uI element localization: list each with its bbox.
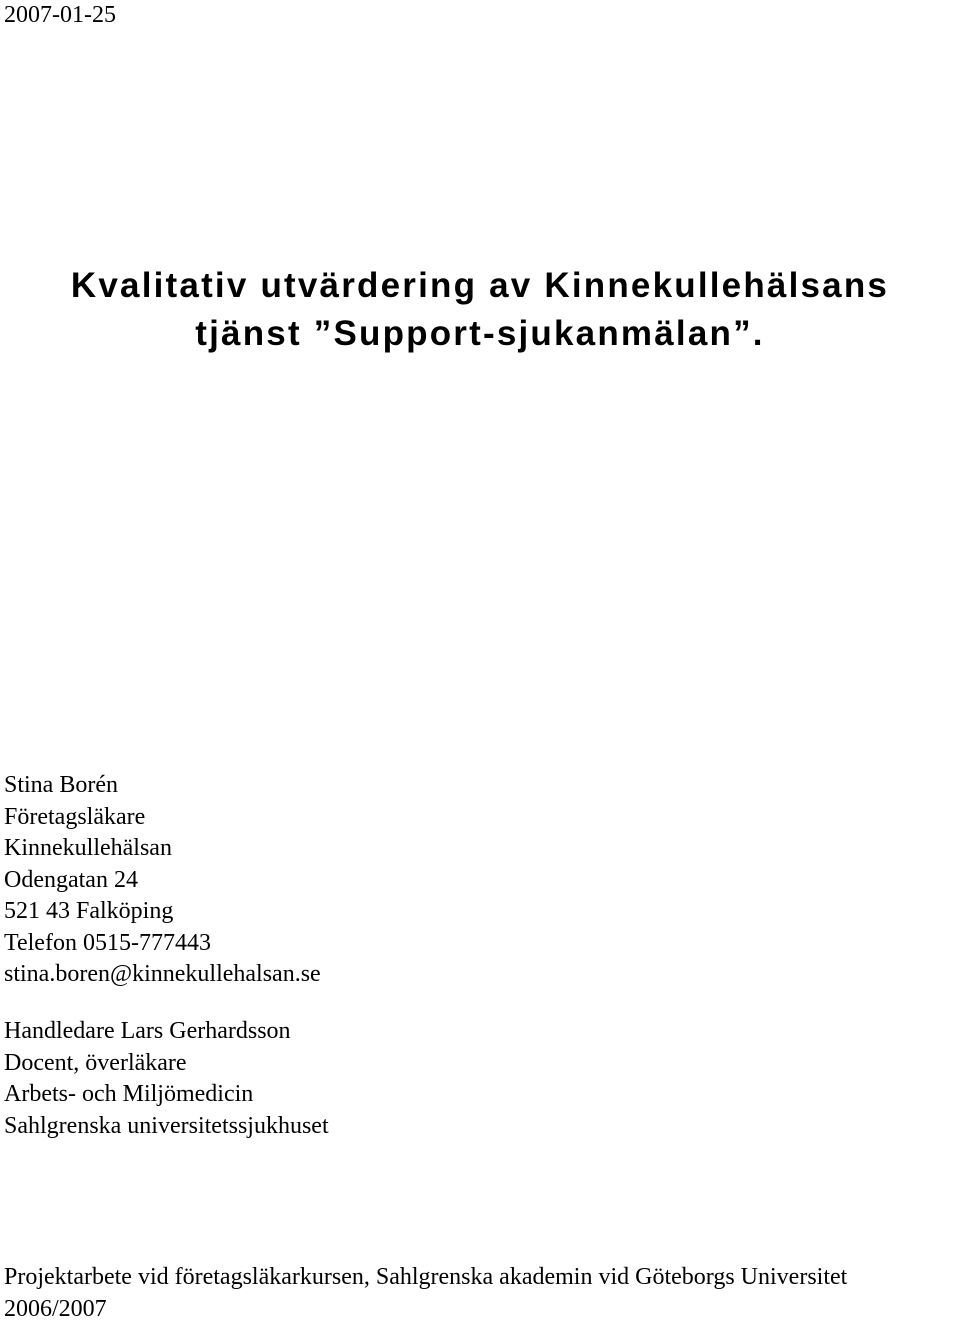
author-role: Företagsläkare: [4, 802, 321, 834]
supervisor-name: Handledare Lars Gerhardsson: [4, 1016, 329, 1048]
author-name: Stina Borén: [4, 770, 321, 802]
title-line-1: Kvalitativ utvärdering av Kinnekullehälsans: [0, 262, 960, 310]
author-contact-block: [4, 770, 321, 991]
author-street: Odengatan 24: [4, 865, 321, 897]
document-title: [0, 262, 960, 358]
supervisor-block: [4, 1016, 329, 1142]
supervisor-department: Arbets- och Miljömedicin: [4, 1079, 329, 1111]
author-organization: Kinnekullehälsan: [4, 833, 321, 865]
supervisor-title: Docent, överläkare: [4, 1048, 329, 1080]
document-date: 2007-01-25: [4, 0, 116, 32]
author-city: 521 43 Falköping: [4, 896, 321, 928]
author-email: stina.boren@kinnekullehalsan.se: [4, 959, 321, 991]
footer-year: 2006/2007: [4, 1294, 847, 1325]
author-phone: Telefon 0515-777443: [4, 928, 321, 960]
title-line-2: tjänst ”Support-sjukanmälan”.: [0, 310, 960, 358]
footer-block: [4, 1262, 847, 1325]
footer-project: Projektarbete vid företagsläkarkursen, Sahlgrenska akademin vid Göteborgs Universitet: [4, 1262, 847, 1294]
supervisor-hospital: Sahlgrenska universitetssjukhuset: [4, 1111, 329, 1143]
